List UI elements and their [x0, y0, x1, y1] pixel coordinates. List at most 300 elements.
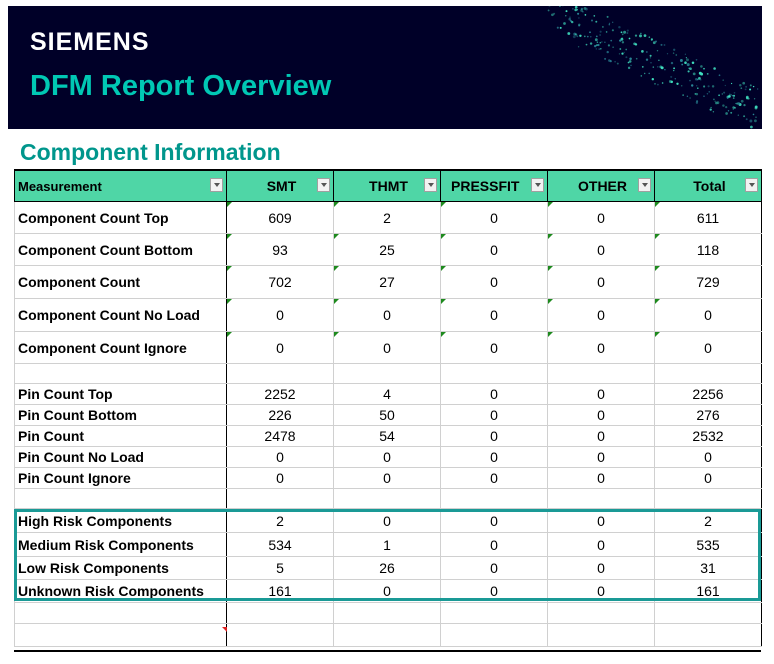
- decorative-dot: [741, 87, 743, 89]
- decorative-dot: [733, 109, 734, 110]
- decorative-dot: [730, 112, 732, 114]
- value-cell[interactable]: 5: [227, 557, 334, 580]
- empty-cell[interactable]: [15, 364, 227, 384]
- value-cell[interactable]: 0: [548, 447, 655, 468]
- decorative-dot: [595, 38, 598, 41]
- decorative-dot: [745, 89, 747, 91]
- value-cell[interactable]: 2: [334, 202, 441, 234]
- decorative-dot: [731, 83, 732, 84]
- decorative-dot: [716, 101, 719, 104]
- decorative-dot: [640, 33, 641, 34]
- decorative-dot: [733, 95, 735, 97]
- decorative-dot: [680, 59, 683, 62]
- decorative-dot: [584, 36, 586, 38]
- value-cell[interactable]: 611: [655, 202, 762, 234]
- decorative-dot: [578, 17, 579, 18]
- decorative-dot: [600, 48, 602, 50]
- decorative-dot: [689, 67, 692, 70]
- value-cell[interactable]: 0: [548, 533, 655, 557]
- value-cell[interactable]: 0: [441, 234, 548, 266]
- decorative-dot: [662, 82, 664, 84]
- empty-cell[interactable]: [655, 489, 762, 509]
- decorative-dot: [708, 91, 709, 92]
- decorative-dot: [692, 62, 695, 65]
- decorative-dot: [737, 102, 740, 105]
- decorative-dot: [710, 108, 712, 110]
- decorative-dot: [597, 44, 599, 46]
- decorative-dot: [608, 59, 611, 62]
- value-cell[interactable]: 0: [227, 447, 334, 468]
- empty-cell[interactable]: [15, 489, 227, 509]
- value-cell[interactable]: 0: [441, 266, 548, 299]
- decorative-dot: [598, 48, 599, 49]
- table-row: [15, 299, 762, 332]
- decorative-dot: [719, 74, 721, 76]
- decorative-dot: [693, 73, 696, 76]
- value-cell[interactable]: 4: [334, 384, 441, 405]
- decorative-dot: [707, 93, 708, 94]
- decorative-dot: [713, 99, 715, 101]
- decorative-dot: [708, 85, 710, 87]
- row-label-cell[interactable]: Component Count No Load: [15, 299, 227, 332]
- decorative-dot: [753, 114, 755, 116]
- filter-dropdown-button[interactable]: [638, 178, 651, 192]
- value-cell[interactable]: 54: [334, 426, 441, 447]
- decorative-dot: [745, 86, 747, 88]
- value-cell[interactable]: 2: [227, 509, 334, 533]
- value-cell[interactable]: 0: [334, 299, 441, 332]
- decorative-dot: [596, 48, 598, 50]
- decorative-dot: [697, 87, 699, 89]
- decorative-dot: [589, 31, 591, 33]
- siemens-logo: SIEMENS: [30, 28, 150, 56]
- table-row: [15, 266, 762, 299]
- decorative-dot: [623, 31, 626, 34]
- decorative-dot: [658, 60, 659, 61]
- value-cell[interactable]: 729: [655, 266, 762, 299]
- table-row: [15, 384, 762, 405]
- empty-cell[interactable]: [655, 603, 762, 624]
- decorative-dot: [553, 13, 555, 15]
- value-cell[interactable]: 226: [227, 405, 334, 426]
- empty-cell[interactable]: [548, 364, 655, 384]
- value-cell[interactable]: 0: [227, 468, 334, 489]
- empty-cell[interactable]: [334, 624, 441, 647]
- column-header-smt: SMT: [227, 170, 334, 202]
- report-title: DFM Report Overview: [30, 70, 332, 102]
- empty-cell[interactable]: [441, 364, 548, 384]
- decorative-dot: [628, 67, 630, 69]
- empty-cell[interactable]: [227, 489, 334, 509]
- decorative-dot: [568, 18, 571, 21]
- decorative-dot: [621, 52, 623, 54]
- decorative-dot: [624, 52, 625, 53]
- table-header-row: [15, 170, 762, 202]
- decorative-dot: [612, 47, 613, 48]
- decorative-dot: [657, 84, 659, 86]
- value-cell[interactable]: 0: [441, 299, 548, 332]
- value-cell[interactable]: 0: [334, 447, 441, 468]
- decorative-dot: [621, 31, 623, 33]
- decorative-dot: [622, 34, 624, 36]
- decorative-dot: [700, 65, 703, 68]
- decorative-dot: [604, 42, 605, 43]
- value-cell[interactable]: 276: [655, 405, 762, 426]
- row-label-cell[interactable]: Pin Count Top: [15, 384, 227, 405]
- value-cell[interactable]: 161: [227, 580, 334, 603]
- decorative-dot: [548, 9, 550, 11]
- decorative-dot: [703, 68, 705, 70]
- value-cell[interactable]: 0: [548, 468, 655, 489]
- decorative-dot: [649, 36, 651, 38]
- value-cell[interactable]: 0: [548, 426, 655, 447]
- decorative-dot: [750, 126, 753, 129]
- value-cell[interactable]: 0: [548, 384, 655, 405]
- value-cell[interactable]: 2532: [655, 426, 762, 447]
- decorative-dot: [713, 111, 714, 112]
- table-row: [15, 447, 762, 468]
- decorative-dot: [586, 44, 588, 46]
- value-cell[interactable]: 0: [334, 509, 441, 533]
- decorative-dot: [681, 64, 683, 66]
- decorative-dot: [619, 53, 620, 54]
- decorative-dot: [722, 79, 724, 81]
- empty-cell[interactable]: [15, 603, 227, 624]
- decorative-dot: [746, 97, 748, 99]
- decorative-dot: [742, 82, 745, 85]
- decorative-dot: [629, 57, 632, 60]
- decorative-dot: [739, 84, 741, 86]
- decorative-dot: [619, 39, 621, 41]
- decorative-dot: [618, 26, 620, 28]
- value-cell[interactable]: 0: [441, 426, 548, 447]
- value-cell[interactable]: 0: [548, 266, 655, 299]
- decorative-dot: [686, 58, 689, 61]
- decorative-dot: [650, 62, 651, 63]
- table-row: [15, 468, 762, 489]
- decorative-dot: [641, 50, 644, 53]
- column-header-measurement: Measurement: [15, 170, 227, 202]
- decorative-dot: [653, 66, 654, 67]
- row-label-cell[interactable]: Pin Count Ignore: [15, 468, 227, 489]
- decorative-dot: [610, 40, 612, 42]
- value-cell[interactable]: 27: [334, 266, 441, 299]
- decorative-dot: [667, 53, 668, 54]
- value-cell[interactable]: 2256: [655, 384, 762, 405]
- decorative-dot: [565, 15, 566, 16]
- value-cell[interactable]: 0: [441, 468, 548, 489]
- value-cell[interactable]: 93: [227, 234, 334, 266]
- filter-dropdown-button[interactable]: [317, 178, 330, 192]
- decorative-dot: [567, 32, 570, 35]
- table-row: [15, 533, 762, 557]
- empty-row: [15, 624, 762, 647]
- value-cell[interactable]: 118: [655, 234, 762, 266]
- decorative-dot: [590, 36, 591, 37]
- decorative-dot: [754, 98, 755, 99]
- decorative-dot: [757, 88, 758, 89]
- value-cell[interactable]: 0: [441, 202, 548, 234]
- value-cell[interactable]: 31: [655, 557, 762, 580]
- decorative-dot: [651, 38, 653, 40]
- filter-dropdown-button[interactable]: [210, 178, 223, 192]
- table-row: [15, 509, 762, 533]
- decorative-dot: [595, 21, 597, 23]
- decorative-dot: [548, 6, 550, 7]
- decorative-dot: [725, 112, 728, 115]
- row-label-cell[interactable]: Low Risk Components: [15, 557, 227, 580]
- decorative-dot: [750, 84, 752, 86]
- decorative-dot: [587, 36, 589, 38]
- value-cell[interactable]: 0: [655, 468, 762, 489]
- decorative-dot: [585, 14, 587, 16]
- value-cell[interactable]: 0: [655, 332, 762, 364]
- decorative-dot: [746, 118, 748, 120]
- decorative-dot: [755, 116, 756, 117]
- value-cell[interactable]: 1: [334, 533, 441, 557]
- empty-cell[interactable]: [227, 603, 334, 624]
- spacer-row: [15, 364, 762, 384]
- decorative-dot: [673, 52, 674, 53]
- decorative-dot: [573, 35, 576, 38]
- header-banner: [8, 6, 762, 129]
- value-cell[interactable]: 0: [441, 557, 548, 580]
- row-label-cell[interactable]: Unknown Risk Components: [15, 580, 227, 603]
- value-cell[interactable]: 0: [548, 405, 655, 426]
- empty-cell[interactable]: [655, 364, 762, 384]
- decorative-dot: [664, 69, 665, 70]
- value-cell[interactable]: 609: [227, 202, 334, 234]
- decorative-dot: [749, 88, 751, 90]
- value-cell[interactable]: 0: [441, 509, 548, 533]
- value-cell[interactable]: 25: [334, 234, 441, 266]
- decorative-dot: [684, 61, 687, 64]
- filter-dropdown-button[interactable]: [745, 178, 758, 192]
- value-cell[interactable]: 0: [548, 557, 655, 580]
- decorative-dot: [625, 56, 627, 58]
- decorative-dot: [650, 57, 651, 58]
- decorative-dot: [743, 104, 745, 106]
- decorative-dot: [559, 6, 561, 7]
- value-cell[interactable]: 0: [227, 332, 334, 364]
- decorative-dot: [734, 92, 736, 94]
- column-header-total: Total: [655, 170, 762, 202]
- empty-cell[interactable]: [441, 624, 548, 647]
- value-cell[interactable]: 0: [441, 533, 548, 557]
- value-cell[interactable]: 0: [655, 299, 762, 332]
- decorative-dot: [578, 46, 579, 47]
- empty-cell[interactable]: [441, 489, 548, 509]
- decorative-dot: [635, 34, 637, 36]
- value-cell[interactable]: 2478: [227, 426, 334, 447]
- row-label-cell[interactable]: Pin Count No Load: [15, 447, 227, 468]
- empty-cell[interactable]: [548, 489, 655, 509]
- value-cell[interactable]: 0: [548, 299, 655, 332]
- value-cell[interactable]: 0: [441, 580, 548, 603]
- value-cell[interactable]: 161: [655, 580, 762, 603]
- decorative-dot: [606, 31, 608, 33]
- decorative-dot: [676, 83, 678, 85]
- table-row: [15, 234, 762, 266]
- empty-cell[interactable]: [227, 624, 334, 647]
- decorative-dot: [575, 33, 577, 35]
- decorative-dot: [646, 58, 648, 60]
- decorative-dot: [644, 73, 645, 74]
- decorative-dot: [628, 62, 630, 64]
- decorative-dot: [597, 41, 598, 42]
- decorative-dot: [671, 62, 673, 64]
- empty-cell[interactable]: [334, 603, 441, 624]
- decorative-dot: [609, 23, 610, 24]
- decorative-dot: [617, 63, 619, 65]
- decorative-dot: [700, 79, 702, 81]
- row-label-cell[interactable]: Component Count Ignore: [15, 332, 227, 364]
- decorative-dot: [612, 29, 614, 31]
- row-label-cell[interactable]: Component Count Bottom: [15, 234, 227, 266]
- filter-dropdown-button[interactable]: [424, 178, 437, 192]
- decorative-dot: [673, 49, 675, 51]
- decorative-dot: [696, 59, 698, 61]
- value-cell[interactable]: 0: [334, 580, 441, 603]
- decorative-dot: [725, 85, 726, 86]
- table-row: [15, 580, 762, 603]
- empty-cell[interactable]: [548, 603, 655, 624]
- row-label-cell[interactable]: Pin Count: [15, 426, 227, 447]
- empty-cell[interactable]: [334, 364, 441, 384]
- decorative-dot: [733, 97, 735, 99]
- section-title: Component Information: [20, 139, 281, 165]
- decorative-dot: [594, 45, 596, 47]
- decorative-dot: [654, 83, 655, 84]
- empty-cell[interactable]: [227, 364, 334, 384]
- decorative-dot: [725, 106, 727, 108]
- value-cell[interactable]: 2252: [227, 384, 334, 405]
- decorative-dot: [686, 57, 687, 58]
- empty-cell[interactable]: [15, 624, 227, 647]
- decorative-dot: [578, 25, 580, 27]
- decorative-dot: [642, 66, 644, 68]
- decorative-dot: [577, 13, 579, 15]
- value-cell[interactable]: 0: [227, 299, 334, 332]
- value-cell[interactable]: 534: [227, 533, 334, 557]
- value-cell[interactable]: 0: [548, 580, 655, 603]
- row-label-cell[interactable]: Component Count Top: [15, 202, 227, 234]
- decorative-dot: [732, 95, 733, 96]
- decorative-dot: [688, 70, 690, 72]
- decorative-dot: [671, 81, 673, 83]
- value-cell[interactable]: 0: [441, 384, 548, 405]
- decorative-dot: [670, 76, 672, 78]
- column-header-pressfit: PRESSFIT: [441, 170, 548, 202]
- value-cell[interactable]: 0: [548, 332, 655, 364]
- row-label-cell[interactable]: Component Count: [15, 266, 227, 299]
- value-cell[interactable]: 0: [548, 234, 655, 266]
- value-cell[interactable]: 26: [334, 557, 441, 580]
- value-cell[interactable]: 50: [334, 405, 441, 426]
- empty-row: [15, 603, 762, 624]
- decorative-dot: [612, 22, 613, 23]
- decorative-dot: [579, 35, 581, 37]
- value-cell[interactable]: 0: [548, 202, 655, 234]
- value-cell[interactable]: 0: [548, 509, 655, 533]
- decorative-dot: [557, 27, 559, 29]
- value-cell[interactable]: 0: [441, 447, 548, 468]
- table-row: [15, 405, 762, 426]
- decorative-dot: [571, 21, 573, 23]
- decorative-dot: [566, 10, 568, 12]
- decorative-dot: [675, 78, 676, 79]
- decorative-dot: [664, 44, 666, 46]
- value-cell[interactable]: 702: [227, 266, 334, 299]
- value-cell[interactable]: 535: [655, 533, 762, 557]
- filter-dropdown-button[interactable]: [531, 178, 544, 192]
- decorative-dot: [622, 41, 624, 43]
- decorative-dot: [691, 84, 693, 86]
- decorative-dot: [731, 94, 732, 95]
- decorative-dot: [687, 63, 690, 66]
- table-row: [15, 202, 762, 234]
- column-header-other: OTHER: [548, 170, 655, 202]
- decorative-dot: [577, 9, 578, 10]
- decorative-dot: [560, 27, 562, 29]
- decorative-dot: [644, 34, 647, 37]
- decorative-dot: [727, 97, 729, 99]
- empty-cell[interactable]: [441, 603, 548, 624]
- decorative-dot: [590, 42, 592, 44]
- decorative-dot: [703, 85, 705, 87]
- decorative-dot: [604, 58, 606, 60]
- value-cell[interactable]: 0: [334, 332, 441, 364]
- decorative-dot: [627, 30, 629, 32]
- decorative-dot: [755, 105, 758, 108]
- table-row: [15, 332, 762, 364]
- row-label-cell[interactable]: Medium Risk Components: [15, 533, 227, 557]
- row-label-cell[interactable]: High Risk Components: [15, 509, 227, 533]
- decorative-dot: [729, 94, 731, 96]
- decorative-dot: [599, 34, 600, 35]
- value-cell[interactable]: 0: [441, 332, 548, 364]
- decorative-dot: [596, 36, 598, 38]
- empty-cell[interactable]: [655, 624, 762, 647]
- decorative-dot: [741, 100, 744, 103]
- value-cell[interactable]: 0: [655, 447, 762, 468]
- decorative-dot: [625, 49, 627, 51]
- empty-cell[interactable]: [334, 489, 441, 509]
- decorative-dot: [707, 73, 709, 75]
- decorative-dot: [655, 41, 657, 43]
- value-cell[interactable]: 0: [334, 468, 441, 489]
- decorative-dot: [609, 24, 610, 25]
- decorative-dot: [723, 92, 725, 94]
- decorative-dot: [629, 38, 631, 40]
- value-cell[interactable]: 2: [655, 509, 762, 533]
- decorative-dot: [695, 93, 697, 95]
- table-bottom-border: [14, 650, 761, 652]
- decorative-dot: [689, 97, 691, 99]
- decorative-dot: [607, 16, 609, 18]
- decorative-dot: [722, 93, 723, 94]
- decorative-dot: [696, 100, 698, 102]
- row-label-cell[interactable]: Pin Count Bottom: [15, 405, 227, 426]
- decorative-dot: [685, 54, 686, 55]
- decorative-dot: [614, 61, 616, 63]
- decorative-dot: [681, 85, 683, 87]
- decorative-dot: [608, 44, 610, 46]
- empty-cell[interactable]: [548, 624, 655, 647]
- component-info-table: [14, 169, 762, 647]
- decorative-dot: [619, 48, 621, 50]
- value-cell[interactable]: 0: [441, 405, 548, 426]
